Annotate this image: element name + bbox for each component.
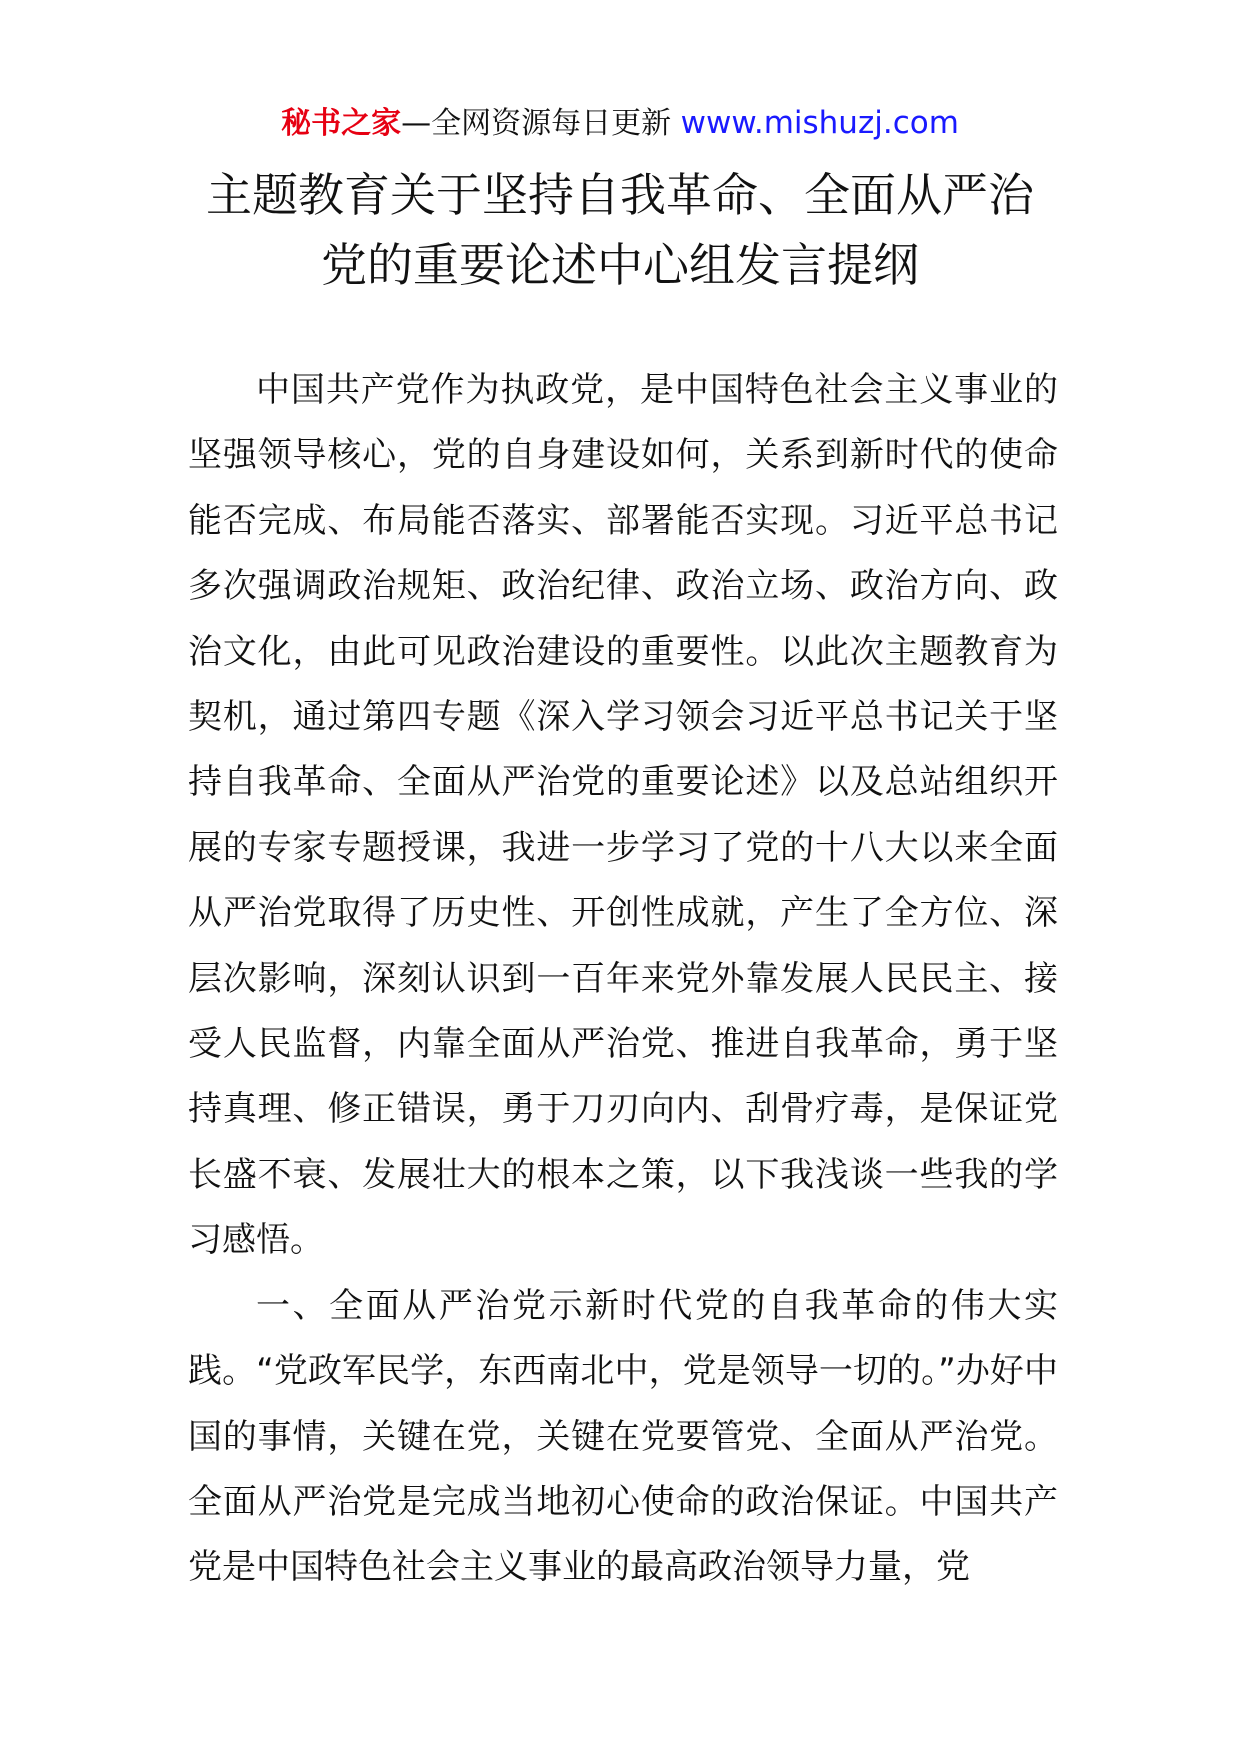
header-slogan: —全网资源每日更新 <box>401 106 672 141</box>
body-paragraph-intro: 中国共产党作为执政党，是中国特色社会主义事业的坚强领导核心，党的自身建设如何，关系到新时代的使命能否完成、布局能否落实、部署能否实现。习近平总书记多次强调政治规矩、政治纪律、政治立场、政治方向、政治文化，由此可见政治建设的重要性。以此次主题教育为契机，通过第四专题《深入学习领会习近平总书记关于坚持自我革命、全面从严治党的重要论述》以及总站组织开展的专家专题授课，我进一步学习了党的十八大以来全面从严治党取得了历史性、开创性成就，产生了全方位、深层次影响，深刻认识到一百年来党外靠发展人民民主、接受人民监督，内靠全面从严治党、推进自我革命，勇于坚持真理、修正错误，勇于刀刃向内、刮骨疗毒，是保证党长盛不衰、发展壮大的根本之策，以下我浅谈一些我的学习感悟。 <box>188 370 1058 1261</box>
document-title-line-2: 党的重要论述中心组发言提纲 <box>321 238 919 292</box>
body-paragraph-section-1: 一、全面从严治党示新时代党的自我革命的伟大实践。“党政军民学，东西南北中，党是领导一切的。”办好中国的事情，关键在党，关键在党要管党、全面从严治党。全面从严治党是完成当地初心使命的政治保证。中国共产党是中国特色社会主义事业的最高政治领导力量，党 <box>188 1285 1058 1588</box>
document-body <box>188 358 1058 1601</box>
brand-name: 秘书之家 <box>281 106 402 141</box>
site-url-link[interactable]: www.mishuzj.com <box>680 105 959 141</box>
site-header <box>0 98 1240 148</box>
document-title <box>140 160 1100 300</box>
document-title-line-1: 主题教育关于坚持自我革命、全面从严治 <box>206 168 1034 222</box>
